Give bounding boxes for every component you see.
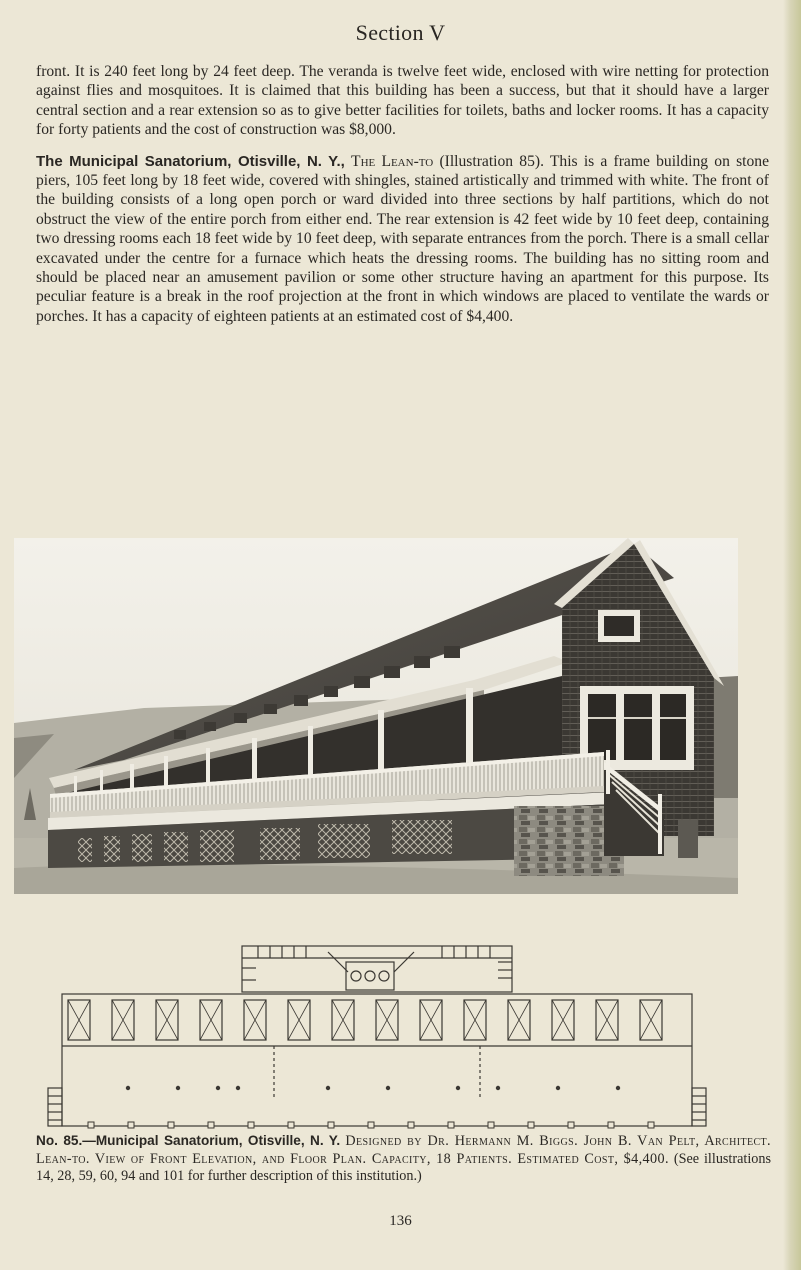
- figure-caption: No. 85.—Municipal Sanatorium, Otisville, N. Y. Designed by Dr. Hermann M. Biggs. John B. Van Pelt, Architect. Lean-to. View of Front Elevation, and Floor Plan. Capacity, 18 Patients. Estimated Cost, $4,400. (See illustrations 14, 28, 59, 60, 94 and 101 for further description of this institution.): [36, 1133, 772, 1185]
- page-number: 136: [389, 1213, 412, 1229]
- paragraph-2-heading: The Municipal Sanatorium, Otisville, N. Y.,: [36, 152, 345, 170]
- caption-title: Municipal Sanatorium, Otisville, N. Y.: [95, 1133, 341, 1148]
- paragraph-2: [36, 152, 769, 327]
- caption-number: No. 85.: [36, 1133, 83, 1148]
- paragraph-1: front. It is 240 feet long by 24 feet deep. The veranda is twelve feet wide, enclosed with wire netting for protection against flies and mosquitoes. It is claimed that this building has been a success, but that it should have a larger central section and a rear extension so as to give better facilities for toilets, baths and locker rooms. It has a capacity for forty patients and the cost of construction was $8,000.: [36, 63, 769, 139]
- building-photograph: [14, 538, 738, 894]
- caption-reference: (See illustrations 14, 28, 59, 60, 94 and 101 for further description of this institution.): [36, 1150, 771, 1185]
- paragraph-2-text: (Illustration 85). This is a frame building on stone piers, 105 feet long by 18 feet wide, covered with shingles, stained artistically and trimmed with white. The front of the building consists of a long open porch or ward divided into three sections by half partitions, which do not obstruct the view of the entire porch from either end. The rear extension is 42 feet wide by 10 feet deep, containing two dressing rooms each 18 feet wide by 10 feet deep, with separate entrances from the porch. There is a small cellar excavated under the centre for a furnace which heats the dressing rooms. The building has no sitting room and should be placed near an amusement pavilion or some other structure having an apartment for this purpose. Its peculiar feature is a break in the roof projection at the front in which windows are placed to ventilate the wards or porches. It has a capacity of eighteen patients at an estimated cost of $4,400.: [36, 152, 770, 325]
- body-text: [36, 62, 769, 326]
- paragraph-2-smallcaps: The Lean-to: [351, 152, 434, 170]
- floor-plan-drawing: [28, 938, 738, 1130]
- page-edge: [783, 0, 801, 1270]
- caption-details: Designed by Dr. Hermann M. Biggs. John B. Van Pelt, Architect. Lean-to. View of Front Elevation, and Floor Plan. Capacity, 18 Patients. Estimated Cost, $4,400.: [36, 1133, 772, 1167]
- running-head: Section V: [355, 20, 446, 45]
